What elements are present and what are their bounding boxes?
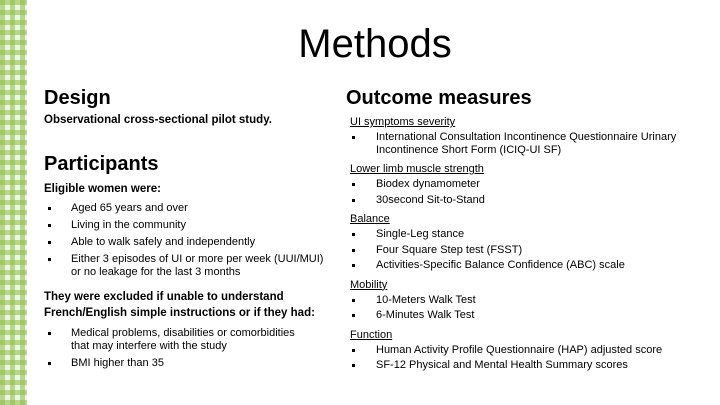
group-label: Mobility	[350, 278, 388, 291]
group-label: Function	[350, 328, 393, 341]
group-label: Balance	[350, 213, 390, 225]
outcome-group-ui-symptoms	[346, 115, 711, 156]
bullet-icon	[48, 362, 51, 365]
bullet-icon	[48, 258, 51, 261]
outcome-group-balance	[346, 212, 711, 272]
bullet-icon	[48, 224, 51, 227]
design-text: Observational cross-sectional pilot study.	[44, 114, 272, 126]
list-item: Either 3 episodes of UI or more per week (UUI/MUI) or no leakage for the last 3 months	[44, 253, 344, 279]
outcome-group-muscle-strength	[346, 162, 711, 206]
design-heading: Design	[44, 87, 111, 109]
group-label: UI symptoms severity	[350, 116, 456, 128]
bullet-icon	[352, 314, 355, 317]
excluded-label: They were excluded if unable to understand French/English simple instructions or if they had:	[44, 291, 315, 319]
bullet-icon	[352, 364, 355, 367]
bullet-icon	[352, 249, 355, 252]
bullet-icon	[352, 349, 355, 352]
slide-title: Methods	[298, 22, 452, 66]
list-item: SF-12 Physical and Mental Health Summary scores	[346, 359, 711, 372]
participants-heading: Participants	[44, 153, 159, 175]
group-label: Lower limb muscle strength	[350, 163, 484, 175]
list-item: Human Activity Profile Questionnaire (HAP) adjusted score	[346, 344, 711, 357]
left-column	[44, 86, 344, 374]
bullet-icon	[352, 136, 355, 139]
eligible-list	[44, 202, 344, 279]
right-column	[346, 86, 711, 378]
outcome-measures-heading: Outcome measures	[346, 87, 532, 109]
bullet-icon	[352, 299, 355, 302]
bullet-icon	[48, 332, 51, 335]
bullet-icon	[352, 264, 355, 267]
bullet-icon	[48, 207, 51, 210]
list-item: Able to walk safely and independently	[44, 236, 344, 249]
list-item: Single-Leg stance	[346, 228, 711, 241]
list-item: Four Square Step test (FSST)	[346, 244, 711, 257]
bullet-icon	[352, 233, 355, 236]
list-item: 30second Sit-to-Stand	[346, 194, 711, 207]
list-item: 6-Minutes Walk Test	[346, 309, 711, 322]
list-item: Aged 65 years and over	[44, 202, 344, 215]
list-item: 10-Meters Walk Test	[346, 294, 711, 307]
bullet-icon	[48, 241, 51, 244]
outcome-group-mobility	[346, 278, 711, 322]
list-item: Biodex dynamometer	[346, 178, 711, 191]
list-item: Medical problems, disabilities or comorbidities that may interfere with the study	[44, 327, 344, 353]
eligible-label: Eligible women were:	[44, 183, 161, 195]
list-item: International Consultation Incontinence Questionnaire Urinary Incontinence Short Form (ICIQ-UI SF)	[346, 131, 711, 156]
list-item: Living in the community	[44, 219, 344, 232]
outcome-group-function	[346, 328, 711, 372]
bullet-icon	[352, 183, 355, 186]
bullet-icon	[352, 199, 355, 202]
excluded-list	[44, 327, 344, 370]
list-item: Activities-Specific Balance Confidence (ABC) scale	[346, 259, 711, 272]
list-item: BMI higher than 35	[44, 357, 344, 370]
